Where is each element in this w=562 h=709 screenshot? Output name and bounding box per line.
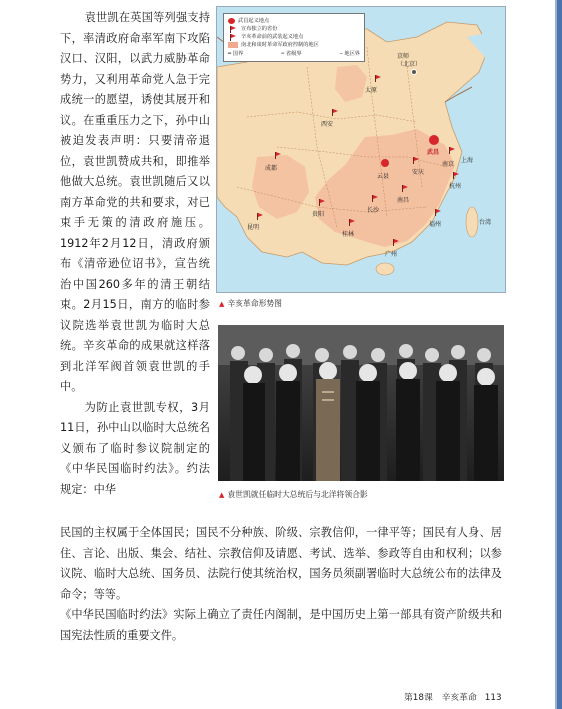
paragraph-provisional-constitution: 为防止袁世凯专权，3月11日，孙中山以临时大总统名义颁布了临时参议院制定的《中华民国临时约法》。约法规定：中华 (60, 400, 210, 496)
photo-caption: ▲ 袁世凯就任临时大总统后与北洋将领合影 (219, 490, 368, 499)
legend-row-prior-uprisings (228, 33, 360, 41)
legend-row-independent (228, 25, 360, 33)
place-taiyuan: 太原 (365, 87, 378, 94)
place-kunming: 昆明 (247, 224, 260, 231)
flag-marker (375, 75, 381, 82)
red-flag-icon (228, 26, 238, 32)
page-number: 113 (484, 693, 502, 703)
legend-label: 宣布独立的省份 (241, 26, 278, 32)
place-beijing-sub: （北京） (397, 61, 422, 68)
flag-marker (402, 185, 408, 192)
legend-line-regional: ┄ 地区界 (339, 51, 360, 57)
legend-line-provincial: ┅ 省级界 (281, 51, 302, 57)
uprising-blob-icon (381, 159, 389, 167)
paragraph-constitution-provisions: 民国的主权属于全体国民；国民不分种族、阶级、宗教信仰，一律平等；国民有人身、居住、言论、出版、集会、结社、宗教信仰及请愿、考试、选举、参政等自由和权利；以参议院、临时大总统、国务员、法院行使其统治权，国务员须副署临时大总统公布的法律及命令；等等。 (60, 526, 502, 601)
uprising-blob-icon (228, 18, 235, 24)
revolution-map (216, 6, 506, 293)
place-anqing: 安庆 (412, 169, 425, 176)
area-swatch-icon (228, 42, 238, 48)
place-beijing: 京师 (397, 53, 410, 60)
place-nanchang: 南昌 (397, 197, 410, 204)
place-nanjing: 南京 (442, 161, 455, 168)
flag-marker (319, 199, 325, 206)
flag-marker (275, 152, 281, 159)
caption-triangle-icon: ▲ (219, 300, 225, 308)
flag-marker (413, 157, 419, 164)
flag-marker (453, 172, 459, 179)
main-text-column (60, 8, 210, 500)
place-fuzhou: 福州 (429, 221, 442, 228)
legend-row-wuchang (228, 17, 360, 25)
place-chengdu: 成都 (265, 165, 278, 172)
flag-marker (435, 209, 441, 216)
page-footer (404, 690, 502, 703)
place-wuchang: 武昌 (427, 149, 440, 156)
flag-marker (449, 147, 455, 154)
bottom-text-block (60, 523, 502, 646)
place-shanghai: 上海 (461, 157, 474, 164)
flag-marker (372, 195, 378, 202)
page-edge-strip (555, 0, 562, 709)
place-hangzhou: 杭州 (449, 183, 462, 190)
legend-line-types (228, 50, 360, 58)
flag-marker (349, 219, 355, 226)
place-changsha: 长沙 (367, 207, 380, 214)
flag-marker (257, 213, 263, 220)
photo-drawing (218, 325, 504, 481)
place-guangzhou: 广州 (385, 251, 398, 258)
small-flag-icon (228, 34, 238, 40)
map-legend (223, 13, 365, 62)
paragraph-yuan-shikai: 袁世凯在英国等列强支持下，率清政府命率军南下攻陷汉口、汉阳，以武力威胁革命势力，又利用革命党人急于完成统一的愿望，诱使其展开和议。在重重压力之下，孙中山被迫发表声明：只要清帝退位，袁世凯赞成共和，即推举他做大总统。袁世凯随后又以南方革命党的共和要求，对已束手无策的清政府施压。1912年2月12日，清政府颁布《清帝逊位诏书》，宣告统治中国260多年的清王朝结束。2月15日，南方的临时参议院选举袁世凯为临时大总统。辛亥革命的成果就这样落到北洋军阀首领袁世凯的手中。 (60, 11, 210, 393)
legend-label: 辛亥革命前的武装起义地点 (241, 34, 304, 40)
footer-lesson: 第18课 辛亥革命 (404, 693, 477, 703)
map-caption: ▲ 辛亥革命形势图 (219, 299, 282, 308)
place-guilin: 桂林 (342, 231, 355, 238)
place-yunxian: 云县 (377, 173, 390, 180)
place-guiyang: 贵阳 (312, 211, 325, 218)
legend-line-national: ━ 国界 (228, 51, 244, 57)
flag-marker (332, 109, 338, 116)
legend-label: 南北和谈时革命军政府控制的地区 (241, 42, 319, 48)
legend-label: 武昌起义地点 (238, 18, 270, 24)
paragraph-constitution-significance: 《中华民国临时约法》实际上确立了责任内阁制，是中国历史上第一部具有资产阶级共和国宪法性质的重要文件。 (60, 608, 502, 642)
caption-triangle-icon: ▲ (219, 491, 225, 499)
group-photo (218, 325, 504, 481)
legend-row-controlled-area (228, 41, 360, 49)
place-taiwan: 台湾 (479, 219, 492, 226)
place-xian: 西安 (321, 121, 334, 128)
city-dot (411, 69, 417, 75)
flag-marker (393, 239, 399, 246)
wuchang-uprising-icon (429, 135, 439, 145)
